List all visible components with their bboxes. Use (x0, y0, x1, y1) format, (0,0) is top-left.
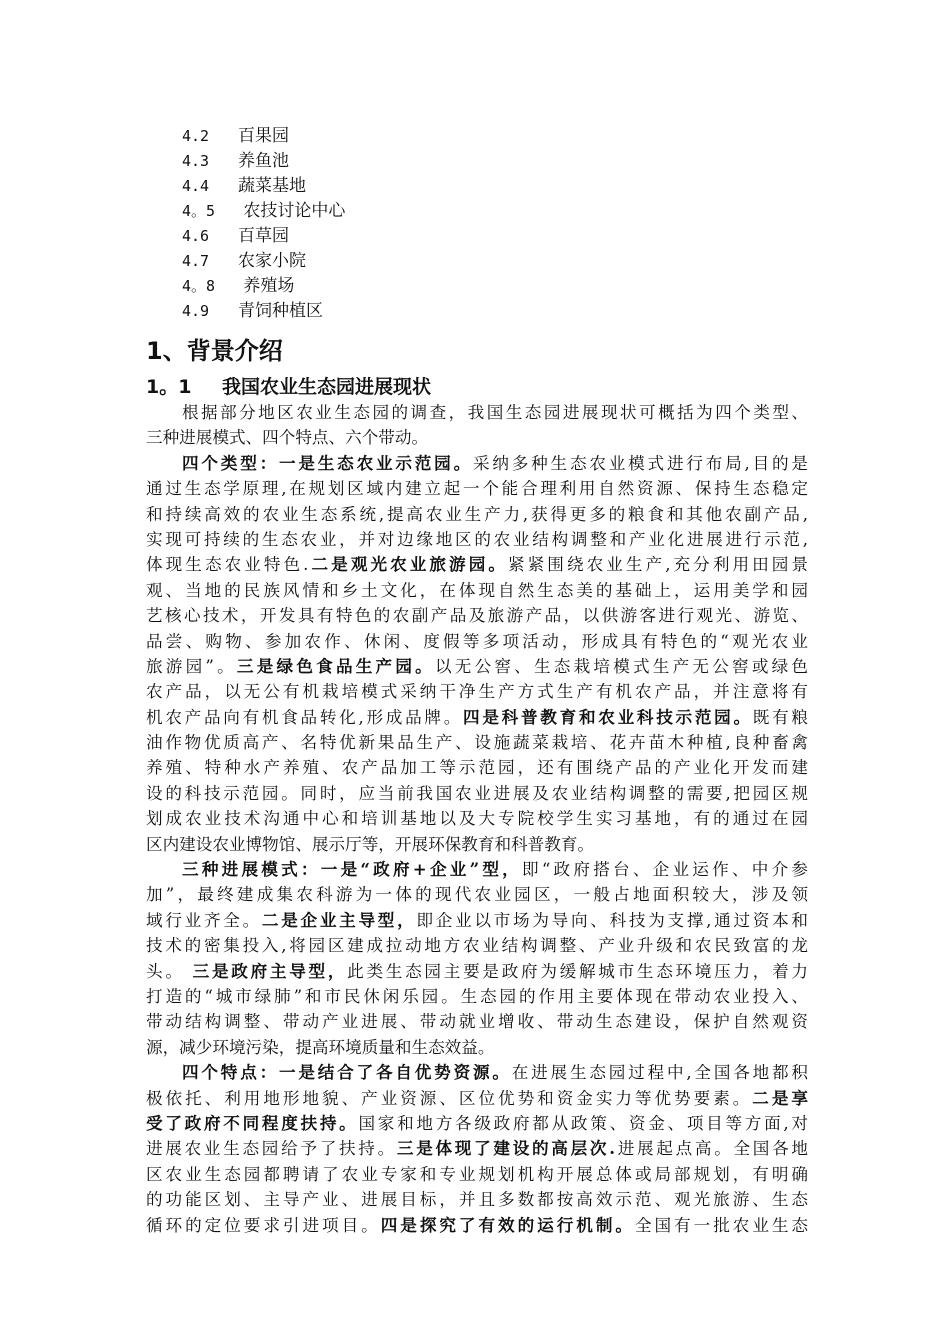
text-run: 油作物优质高产、名特优新果品生产、设施蔬菜栽培、花卉苗木种植,良种畜禽 (146, 733, 808, 753)
text-run: 通过生态学原理,在规划区域内建立起一个能合理利用自然资源、保持生态稳定 (146, 479, 808, 499)
text-line (146, 400, 808, 425)
text-line (146, 755, 808, 780)
text-run: 既有粮 (752, 707, 809, 727)
subsection-number: 1。1 (146, 376, 192, 398)
text-line (146, 984, 808, 1009)
text-run: 机农产品向有机食品转化,形成品牌。 (146, 707, 464, 727)
toc-item (182, 249, 582, 274)
text-run: 即“政府搭台、企业运作、中介参 (522, 860, 809, 880)
text-run: 区农业生态园都聘请了农业专家和专业规划机构开展总体或局部规划，有明确 (146, 1164, 808, 1184)
text-run: 观、当地的民族风情和乡土文化，在体现自然生态美的基础上，运用美学和园 (146, 580, 808, 600)
toc-number: 4。8 (182, 277, 216, 295)
toc-item (182, 274, 582, 299)
toc-number: 4.2 (182, 127, 210, 145)
text-run: 头。 (146, 961, 193, 981)
text-run: 采纳多种生态农业模式进行布局,目的是 (472, 453, 808, 473)
text-line (146, 959, 808, 984)
toc-number: 4.4 (182, 177, 210, 195)
text-line (146, 857, 808, 882)
toc-title: 农家小院 (238, 251, 306, 271)
toc-item (182, 149, 582, 174)
bold-phrase: 四个类型：一是生态农业示范园。 (182, 452, 473, 473)
text-run: 此类生态园主要是政府为缓解城市生态环境压力，着力 (347, 961, 809, 981)
text-line (146, 603, 808, 628)
text-line (146, 933, 808, 958)
text-run: 旅游园”。 (146, 656, 237, 676)
text-line (146, 1213, 808, 1238)
bold-phrase: 二是享 (752, 1087, 809, 1108)
text-run: 三种进展模式、四个特点、六个带动。 (146, 428, 429, 448)
toc-title: 农技讨论中心 (238, 201, 346, 221)
bold-phrase: 二是企业主导型， (261, 909, 417, 930)
toc-title: 青饲种植区 (238, 301, 323, 321)
text-run: 农产品，以无公有机栽培模式采纳干净生产方式生产有机农产品，并注意将有 (146, 682, 808, 702)
toc-number: 4.7 (182, 252, 210, 270)
text-run: 即企业以市场为导向、科技为支撑,通过资本和 (416, 910, 809, 930)
text-line (146, 502, 808, 527)
text-line (146, 1060, 808, 1085)
text-line (146, 629, 808, 654)
body-text (146, 400, 808, 1238)
text-run: 艺核心技术，开发具有特色的农副产品及旅游产品，以供游客进行观光、游览、 (146, 606, 808, 626)
text-line (146, 781, 808, 806)
text-line (146, 1035, 808, 1060)
text-line (146, 654, 808, 679)
toc-number: 4.9 (182, 302, 210, 320)
text-run: 进展起点高。全国各地 (615, 1139, 809, 1159)
text-line (146, 908, 808, 933)
text-line (146, 730, 808, 755)
text-run: 和持续高效的农业生态系统,提高农业生产力,获得更多的粮食和其他农副产品, (146, 504, 808, 524)
text-run: 源，减少环境污染，提高环境质量和生态效益。 (146, 1037, 495, 1057)
text-line (146, 578, 808, 603)
toc-item (182, 224, 582, 249)
bold-phrase: 三是绿色食品生产园。 (236, 655, 435, 676)
text-line (146, 832, 808, 857)
toc-title: 百果园 (238, 126, 289, 146)
text-run: 设的科技示范园。同时，应当前我国农业进展及农业结构调整的需要,把园区规 (146, 783, 808, 803)
toc-number: 4.6 (182, 227, 210, 245)
bold-phrase: 三是体现了建设的高层次. (396, 1138, 615, 1159)
text-line (146, 527, 808, 552)
bold-phrase: 三是政府主导型， (192, 960, 348, 981)
text-run: 体现生态农业特色. (146, 555, 309, 575)
text-run: 紧紧围绕农业生产,充分利用田园景 (508, 555, 809, 575)
toc-title: 养鱼池 (238, 151, 289, 171)
text-run: 加”，最终建成集农科游为一体的现代农业园区，一般占地面积较大，涉及领 (146, 885, 808, 905)
text-run: 进展农业生态园给予了扶持。 (146, 1139, 397, 1159)
bold-phrase: 三种进展模式：一是“政府+企业”型， (182, 859, 523, 880)
text-line (146, 1162, 808, 1187)
text-run: 以无公窖、生态栽培模式生产无公窖或绿色 (434, 656, 809, 676)
text-run: 的功能区划、主导产业、进展目标，并且多数都按高效示范、观光旅游、生态 (146, 1190, 808, 1210)
text-line (146, 552, 808, 577)
bold-phrase: 四个特点：一是结合了各自优势资源。 (182, 1062, 512, 1083)
text-line (146, 1009, 808, 1034)
text-run: 循环的定位要求引进项目。 (146, 1215, 381, 1235)
bold-phrase: 二是观光农业旅游园。 (308, 554, 509, 575)
text-run: 区内建设农业博物馆、展示厅等，开展环保教育和科普教育。 (146, 834, 595, 854)
text-run: 域行业齐全。 (146, 910, 262, 930)
toc-item (182, 124, 582, 149)
text-run: 打造的“城市绿肺”和市民休闲乐园。生态园的作用主要体现在带动农业投入、 (146, 986, 808, 1006)
bold-phrase: 受了政府不同程度扶持。 (146, 1112, 359, 1133)
toc-title: 养殖场 (238, 276, 295, 296)
text-line (146, 476, 808, 501)
text-line (146, 1086, 808, 1111)
subsection-heading (146, 372, 431, 402)
toc-number: 4。5 (182, 202, 216, 220)
text-run: 在进展生态园过程中,全国各地都积 (511, 1063, 809, 1083)
section-heading: 1、背景介绍 (146, 337, 283, 365)
text-line (146, 1136, 808, 1161)
text-line (146, 1187, 808, 1212)
toc-title: 蔬菜基地 (238, 176, 306, 196)
subsection-title: 我国农业生态园进展现状 (222, 376, 432, 398)
text-run: 国家和地方各级政府都从政策、资金、项目等方面,对 (358, 1113, 808, 1133)
text-line (146, 705, 808, 730)
text-run: 技术的密集投入,将园区建成拉动地方农业结构调整、产业升级和农民致富的龙 (146, 936, 808, 956)
text-run: 带动结构调整、带动产业进展、带动就业增收、带动生态建设，保护自然观资 (146, 1012, 808, 1032)
toc-item (182, 174, 582, 199)
text-run: 根据部分地区农业生态园的调查，我国生态园进展现状可概括为四个类型、 (182, 403, 808, 422)
toc-title: 百草园 (238, 226, 289, 246)
text-run: 全国有一批农业生态 (634, 1215, 809, 1235)
text-line (146, 425, 808, 450)
text-line (146, 1111, 808, 1136)
text-run: 划成农业技术沟通中心和培训基地以及大专院校学生实习基地，有的通过在园 (146, 809, 808, 829)
table-of-contents (182, 124, 582, 324)
text-run: 品尝、购物、参加农作、休闲、度假等多项活动，形成具有特色的“观光农业 (146, 631, 808, 651)
toc-item (182, 199, 582, 224)
text-line (146, 451, 808, 476)
text-run: 实现可持续的生态农业，并对边缘地区的农业结构调整和产业化进展进行示范, (146, 529, 808, 549)
toc-number: 4.3 (182, 152, 210, 170)
bold-phrase: 四是探究了有效的运行机制。 (380, 1214, 635, 1235)
text-line (146, 679, 808, 704)
text-run: 养殖、特种水产养殖、农产品加工等示范园，还有围绕产品的产业化开发而建 (146, 758, 808, 778)
text-run: 极依托、利用地形地貌、产业资源、区位优势和资金实力等优势要素。 (146, 1088, 753, 1108)
bold-phrase: 四是科普教育和农业科技示范园。 (463, 706, 753, 727)
text-line (146, 882, 808, 907)
text-line (146, 806, 808, 831)
toc-item (182, 299, 582, 324)
